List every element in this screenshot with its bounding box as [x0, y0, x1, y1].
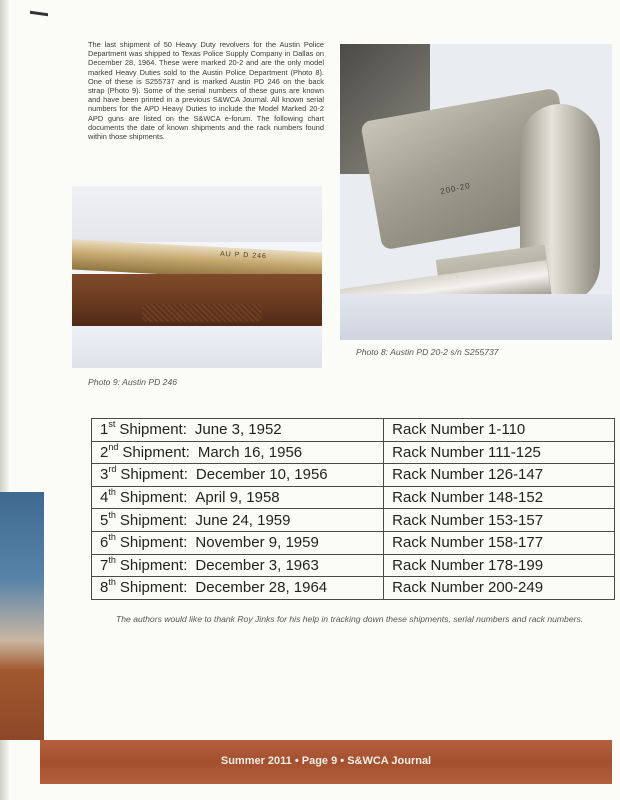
rack-number: Rack Number 111-125 — [384, 441, 615, 464]
acknowledgement: The authors would like to thank Roy Jinks for his help in tracking down these shipments, serial numbers and rack numbers. — [116, 614, 584, 624]
rack-number: Rack Number 200-249 — [384, 577, 615, 600]
shipment-date: April 9, 1958 — [195, 489, 280, 507]
table-row — [92, 464, 615, 487]
footer-band — [40, 740, 612, 784]
shipment-date: June 24, 1959 — [195, 511, 291, 529]
footer-text: Summer 2011 • Page 9 • S&WCA Journal — [220, 755, 432, 767]
photo-9-stamp: AU P D 246 — [219, 250, 267, 261]
shipment-date: December 3, 1963 — [195, 556, 319, 574]
shipment-ordinal-suffix: th — [108, 487, 116, 498]
shipment-date: November 9, 1959 — [195, 534, 319, 552]
shipment-number: 3 — [100, 466, 109, 484]
intro-paragraph: The last shipment of 50 Heavy Duty revolvers for the Austin Police Department was shipped to Texas Police Supply Company in Dallas on December 28, 1964. These were marked 20-2 and are the only model marked Heavy Duties sold to the Austin Police Department (Photo 8). One of these is S255737 and is marked Austin PD 246 on the back strap (Photo 9). Some of the serial numbers of these guns are known and have been printed in a previous S&WCA Journal. All known serial numbers for the APD Heavy Duties to include the Model Marked 20-2 APD guns are listed on the S&WCA e-forum. The following chart documents the date of known shipments and the rack numbers found within those shipments. — [88, 40, 324, 142]
table-row — [92, 486, 615, 509]
rack-number: Rack Number 126-147 — [384, 464, 615, 487]
shipment-label: Shipment: — [122, 443, 190, 461]
shipment-cell — [92, 486, 384, 509]
shipment-date: December 10, 1956 — [195, 466, 328, 484]
table-row — [92, 441, 615, 464]
rack-number: Rack Number 178-199 — [384, 554, 615, 577]
shipment-cell — [92, 464, 384, 487]
rack-number: Rack Number 158-177 — [384, 531, 615, 554]
shipment-cell — [92, 509, 384, 532]
table-row — [92, 509, 615, 532]
shipment-label: Shipment: — [120, 466, 188, 484]
shipment-number: 7 — [100, 556, 109, 574]
shipment-cell — [92, 577, 384, 600]
adjacent-page-photo-edge — [0, 492, 44, 740]
photo-8-image — [340, 44, 612, 340]
shipment-label: Shipment: — [119, 511, 188, 529]
photo-8-stamp: 200-20 — [439, 180, 472, 197]
shipment-date: March 16, 1956 — [197, 443, 303, 461]
shipment-number: 4 — [100, 489, 109, 507]
shipment-label: Shipment: — [119, 489, 188, 507]
rack-number: Rack Number 148-152 — [384, 486, 615, 509]
shipment-cell — [92, 531, 384, 554]
shipment-table — [91, 418, 615, 600]
shipment-ordinal-suffix: th — [108, 532, 116, 543]
shipment-ordinal-suffix: th — [108, 509, 116, 520]
shipment-ordinal-suffix: th — [108, 577, 116, 588]
table-row — [92, 419, 615, 442]
shipment-cell — [92, 419, 384, 442]
table-row — [92, 531, 615, 554]
shipment-label: Shipment: — [119, 579, 188, 597]
shipment-ordinal-suffix: nd — [108, 441, 119, 452]
photo-9-image — [72, 186, 322, 368]
rack-number: Rack Number 1-110 — [384, 419, 615, 442]
shipment-number: 8 — [100, 579, 109, 597]
shipment-date: June 3, 1952 — [194, 421, 282, 439]
shipment-ordinal-suffix: th — [108, 554, 116, 565]
shipment-number: 5 — [100, 511, 109, 529]
shipment-label: Shipment: — [119, 556, 188, 574]
table-row — [92, 577, 615, 600]
photo-8-caption: Photo 8: Austin PD 20-2 s/n S255737 — [356, 347, 499, 357]
shipment-ordinal-suffix: rd — [108, 464, 117, 475]
corner-mark — [30, 11, 48, 17]
shipment-cell — [92, 554, 384, 577]
shipment-cell — [92, 441, 384, 464]
shipment-ordinal-suffix: st — [108, 419, 116, 430]
shipment-number: 2 — [100, 443, 109, 461]
shipment-date: December 28, 1964 — [195, 579, 328, 597]
shipment-label: Shipment: — [119, 421, 187, 439]
photo-9-caption: Photo 9: Austin PD 246 — [88, 377, 178, 387]
rack-number: Rack Number 153-157 — [384, 509, 615, 532]
shipment-label: Shipment: — [119, 534, 188, 552]
shipment-number: 1 — [100, 421, 109, 439]
table-row — [92, 554, 615, 577]
shipment-number: 6 — [100, 534, 109, 552]
